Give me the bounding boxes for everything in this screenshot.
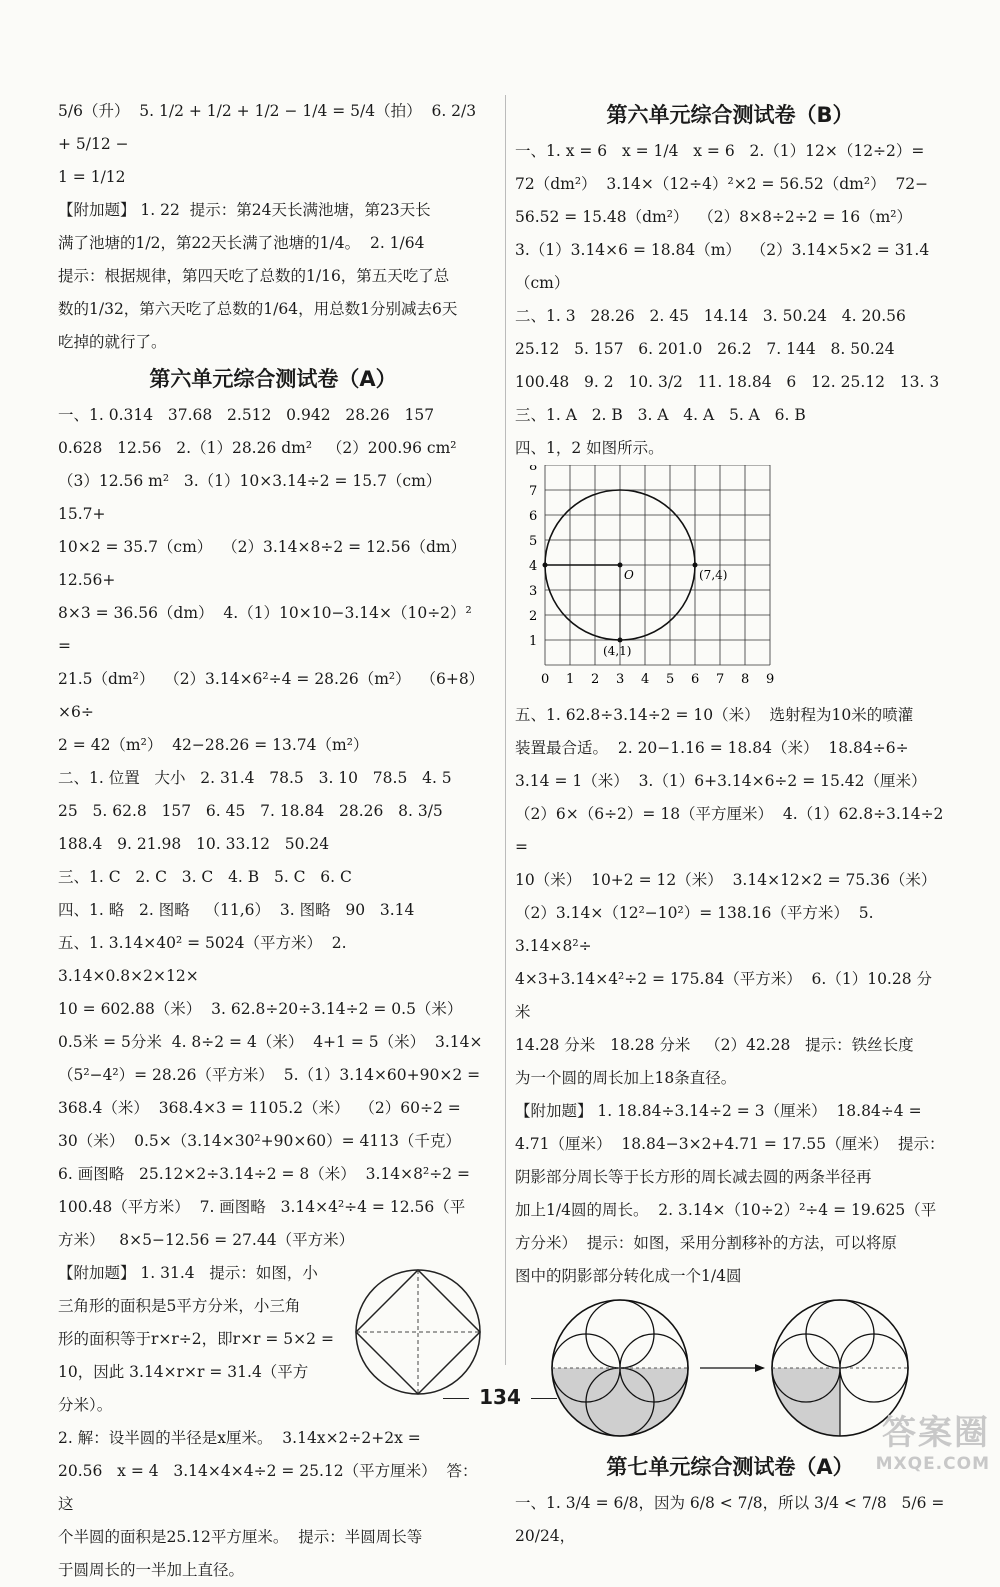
right-petal-top (806, 1300, 874, 1368)
watermark-line1: 答案圈 (882, 1413, 990, 1453)
y-tick-label: 8 (529, 465, 538, 474)
text-line: 【附加题】 1. 18.84÷3.14÷2 = 3（厘米） 18.84÷4 = (515, 1102, 922, 1120)
text-line: 二、1. 位置 大小 2. 31.4 78.5 3. 10 78.5 4. 5 (58, 769, 452, 787)
text-line: 188.4 9. 21.98 10. 33.12 50.24 (58, 835, 330, 853)
y-tick-label: 3 (529, 584, 538, 599)
text-line: 10 = 602.88（米） 3. 62.8÷20÷3.14÷2 = 0.5（米） (58, 1000, 463, 1018)
x-tick-label: 0 (541, 672, 550, 687)
text-line: 10，因此 3.14×r×r = 31.4（平方 (58, 1363, 309, 1381)
center-label: O (624, 568, 634, 582)
text-line: （5²−4²）= 28.26（平方米） 5.（1）3.14×60+90×2 = (58, 1066, 481, 1084)
text-line: 分米）。 (58, 1396, 113, 1414)
x-tick-label: 3 (616, 672, 625, 687)
left-petal-top (586, 1300, 654, 1368)
x-tick-label: 8 (741, 672, 750, 687)
text-line: 五、1. 62.8÷3.14÷2 = 10（米） 选射程为10米的喷灌 (515, 706, 914, 724)
left-top-block (58, 95, 488, 359)
text-line: 14.28 分米 18.28 分米 （2）42.28 提示：铁丝长度 (515, 1036, 914, 1054)
x-tick-label: 9 (766, 672, 775, 687)
text-line: 100.48（平方米） 7. 画图略 3.14×4²÷4 = 12.56（平 (58, 1198, 466, 1216)
y-tick-label: 4 (529, 559, 538, 574)
page-number-dash-right (531, 1398, 557, 1399)
text-line: 数的1/32，第六天吃了总数的1/64，用总数1分别减去6天 (58, 300, 458, 318)
text-line: 30（米） 0.5×（3.14×30²+90×60）= 4113（千克） (58, 1132, 461, 1150)
page-number-dash-left (443, 1398, 469, 1399)
watermark-line2: MXQE.COM (875, 1454, 990, 1474)
text-line: 于圆周长的一半加上直径。 (58, 1561, 245, 1579)
x-tick-label: 6 (691, 672, 700, 687)
y-tick-label: 5 (529, 534, 538, 549)
coordinate-grid-figure (515, 465, 775, 695)
section-6a-body (58, 399, 488, 1257)
page-number-value: 134 (479, 1385, 521, 1409)
text-line: 2 = 42（m²） 42−28.26 = 13.74（m²） (58, 736, 369, 754)
left-end-block (58, 1422, 488, 1587)
text-line: 0.5米 = 5分米 4. 8÷2 = 4（米） 4+1 = 5（米） 3.14× (58, 1033, 483, 1051)
text-line: 25 5. 62.8 157 6. 45 7. 18.84 28.26 8. 3/5 (58, 802, 443, 820)
point-bottom-label: (4,1) (603, 644, 632, 658)
transform-arrow-head (755, 1364, 765, 1372)
column-divider (505, 95, 506, 1365)
text-line: 一、1. x = 6 x = 1/4 x = 6 2.（1）12×（12÷2）= (515, 142, 925, 160)
left-column (58, 95, 488, 1587)
point-right-label: (7,4) (699, 568, 728, 582)
text-line: 2. 解：设半圆的半径是x厘米。 3.14x×2÷2+2x = (58, 1429, 421, 1447)
left-flower (552, 1300, 688, 1438)
text-line: 【附加题】 1. 22 提示：第24天长满池塘，第23天长 (58, 201, 431, 219)
text-line: 1 = 1/12 (58, 168, 126, 186)
text-line: （2）3.14×（12²−10²）= 138.16（平方米） 5. 3.14×8²÷ (515, 904, 879, 955)
x-tick-label: 1 (566, 672, 575, 687)
text-line: 6. 画图略 25.12×2÷3.14÷2 = 8（米） 3.14×8²÷2 = (58, 1165, 470, 1183)
text-line: 五、1. 3.14×40² = 5024（平方米） 2. 3.14×0.8×2×12× (58, 934, 352, 985)
text-line: 10（米） 10+2 = 12（米） 3.14×12×2 = 75.36（米） (515, 871, 937, 889)
text-line: 三角形的面积是5平方分米，小三角 (58, 1297, 301, 1315)
text-line: 吃掉的就行了。 (58, 333, 167, 351)
text-line: 三、1. A 2. B 3. A 4. A 5. A 6. B (515, 406, 806, 424)
text-line: 满了池塘的1/2，第22天长满了池塘的1/4。 2. 1/64 (58, 234, 425, 252)
text-line: 阴影部分周长等于长方形的周长减去圆的两条半径再 (515, 1168, 872, 1186)
text-line: 【附加题】 1. 31.4 提示：如图，小 (58, 1264, 318, 1282)
x-tick-label: 5 (666, 672, 675, 687)
section-title-7a: 第七单元综合测试卷（A） (606, 1455, 854, 1479)
text-line: （3）12.56 m² 3.（1）10×3.14÷2 = 15.7（cm） 15.7+ (58, 472, 452, 523)
text-line: 一、1. 0.314 37.68 2.512 0.942 28.26 157 (58, 406, 435, 424)
text-line: 4×3+3.14×4²÷2 = 175.84（平方米） 6.（1）10.28 分米 (515, 970, 933, 1021)
text-line: 0.628 12.56 2.（1）28.26 dm² （2）200.96 cm² (58, 439, 457, 457)
x-tick-label: 7 (716, 672, 725, 687)
y-tick-labels (529, 465, 537, 649)
y-tick-label: 7 (529, 484, 538, 499)
text-line: 25.12 5. 157 6. 201.0 26.2 7. 144 8. 50.24 (515, 340, 895, 358)
text-line: 装置最合适。 2. 20−1.16 = 18.84（米） 18.84÷6÷ (515, 739, 909, 757)
x-tick-label: 4 (641, 672, 650, 687)
text-line: 56.52 = 15.48（dm²） （2）8×8÷2÷2 = 16（m²） (515, 208, 913, 226)
text-line: 21.5（dm²） （2）3.14×6²÷4 = 28.26（m²） （6+8）×6÷ (58, 670, 485, 721)
text-line: （2）6×（6÷2）= 18（平方厘米） 4.（1）62.8÷3.14÷2 = (515, 805, 949, 856)
center-point (618, 563, 623, 568)
text-line: 为一个圆的周长加上18条直径。 (515, 1069, 737, 1087)
section-title-6a: 第六单元综合测试卷（A） (149, 367, 397, 391)
y-tick-label: 2 (529, 609, 538, 624)
right-column (515, 95, 950, 1553)
text-line: 形的面积等于r×r÷2，即r×r = 5×2 = (58, 1330, 334, 1348)
point-right (693, 563, 698, 568)
section-6b-body (515, 135, 945, 465)
text-line: 四、1. 略 2. 图略 （11,6） 3. 图略 90 3.14 (58, 901, 415, 919)
text-line: 三、1. C 2. C 3. C 4. B 5. C 6. C (58, 868, 352, 886)
watermark (820, 1405, 990, 1474)
text-line: 5/6（升） 5. 1/2 + 1/2 + 1/2 − 1/4 = 5/4（拍） 6. 2/3 + 5/12 − (58, 102, 482, 153)
text-line: 3.（1）3.14×6 = 18.84（m） （2）3.14×5×2 = 31.4（cm） (515, 241, 930, 292)
section-title-6b: 第六单元综合测试卷（B） (606, 103, 854, 127)
text-line: 提示：根据规律，第四天吃了总数的1/16，第五天吃了总 (58, 267, 450, 285)
text-line: 3.14 = 1（米） 3.（1）6+3.14×6÷2 = 15.42（厘米） (515, 772, 927, 790)
text-line: 图中的阴影部分转化成一个1/4圆 (515, 1267, 742, 1285)
text-line: 4.71（厘米） 18.84−3×2+4.71 = 17.55（厘米） 提示： (515, 1135, 945, 1153)
text-line: 方分米） 提示：如图，采用分割移补的方法，可以将原 (515, 1234, 897, 1252)
text-line: 10×2 = 35.7（cm） （2）3.14×8÷2 = 12.56（dm） 12.56+ (58, 538, 476, 589)
text-line: 一、1. 3/4 = 6/8，因为 6/8 < 7/8，所以 3/4 < 7/8 5/6 = 20/24， (515, 1494, 950, 1545)
text-line: 四、1，2 如图所示。 (515, 439, 664, 457)
y-tick-label: 1 (529, 634, 538, 649)
text-line: 368.4（米） 368.4×3 = 1105.2（米） （2）60÷2 = (58, 1099, 461, 1117)
section-6b-body-continued (515, 699, 949, 1293)
point-left (543, 563, 548, 568)
point-bottom (618, 638, 623, 643)
text-line: 二、1. 3 28.26 2. 45 14.14 3. 50.24 4. 20.56 (515, 307, 906, 325)
text-line: 72（dm²） 3.14×（12÷4）²×2 = 56.52（dm²） 72− (515, 175, 929, 193)
text-line: 100.48 9. 2 10. 3/2 11. 18.84 6 12. 25.12 13. 3 (515, 373, 940, 391)
y-tick-label: 6 (529, 509, 538, 524)
text-line: 8×3 = 36.56（dm） 4.（1）10×10−3.14×（10÷2）² = (58, 604, 477, 655)
text-line: 加上1/4圆的周长。 2. 3.14×（10÷2）²÷4 = 19.625（平 (515, 1201, 937, 1219)
x-tick-label: 2 (591, 672, 600, 687)
x-tick-labels (541, 672, 774, 687)
text-line: 个半圆的面积是25.12平方厘米。 提示：半圆周长等 (58, 1528, 423, 1546)
text-line: 20.56 x = 4 3.14×4×4÷2 = 25.12（平方厘米） 答：这 (58, 1462, 478, 1513)
text-line: 方米） 8×5−12.56 = 27.44（平方米） (58, 1231, 355, 1249)
